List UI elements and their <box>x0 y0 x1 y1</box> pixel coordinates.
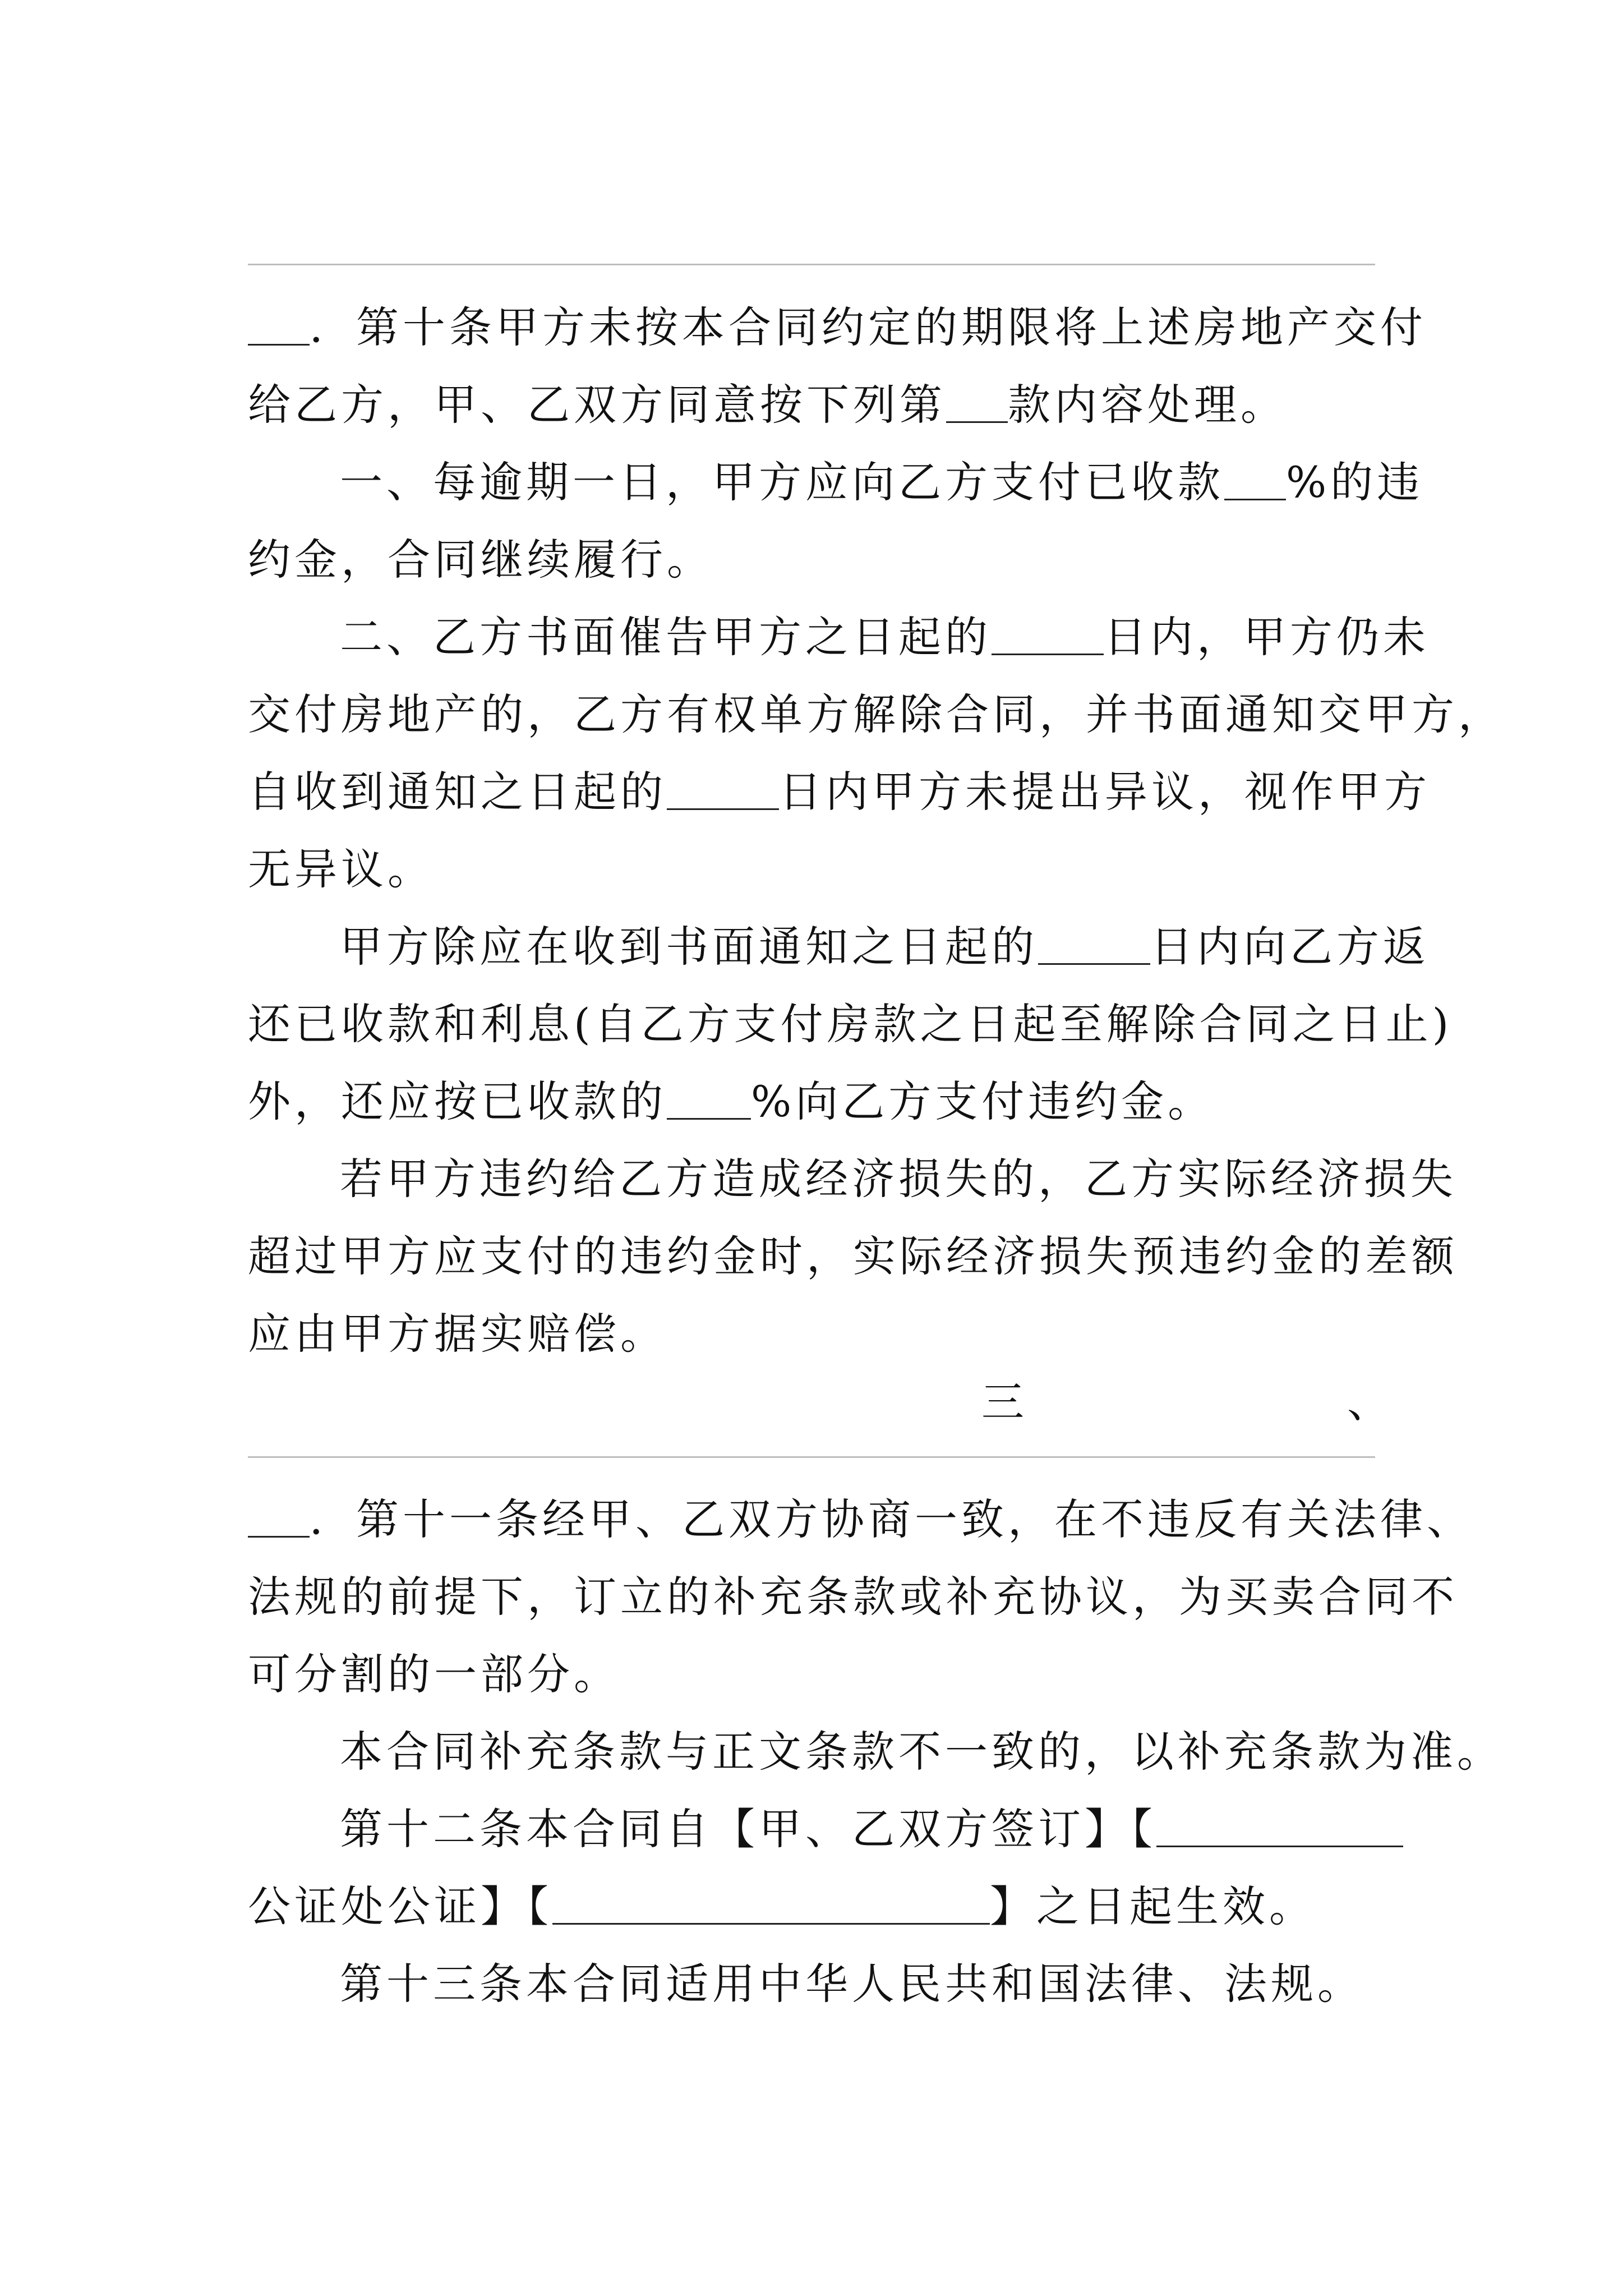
article-10-item-1: 一、每逾期一日，甲方应向乙方支付已收款 %的违 <box>340 457 1424 507</box>
article-10-refund-cont-2: 外，还应按已收款的 %向乙方支付违约金。 <box>248 1076 1215 1126</box>
blank-field[interactable] <box>552 1880 990 1925</box>
ordinal-char: 三 <box>981 1377 1024 1427</box>
article-11-13 <box>248 1481 1504 2023</box>
article-11-line-1: ．第十一条经甲、乙双方协商一致，在不违反有关法律、 <box>248 1481 1392 1558</box>
blank-field[interactable] <box>1224 456 1286 500</box>
article-10-line-1: ．第十条甲方未按本合同约定的期限将上述房地产交付 <box>248 289 1392 366</box>
article-12-line-2: 公证处公证】【 】之日起生效。 <box>248 1881 1316 1931</box>
section-divider-bottom <box>248 1456 1375 1458</box>
article-11-supplement: 本合同补充条款与正文条款不一致的，以补充条款为准。 <box>340 1727 1504 1777</box>
article-10 <box>248 289 1505 1373</box>
blank-field[interactable] <box>992 611 1104 655</box>
blank-field[interactable] <box>1038 921 1150 965</box>
article-10-item-2: 二、乙方书面催告甲方之日起的 日内，甲方仍未 <box>340 612 1430 662</box>
blank-field[interactable] <box>248 1493 310 1538</box>
article-11-line-3: 可分割的一部分。 <box>248 1649 620 1699</box>
blank-field[interactable] <box>667 766 779 810</box>
article-10-refund-cont: 还已收款和利息(自乙方支付房款之日起至解除合同之日止) <box>248 999 1453 1049</box>
article-10-line-2: 给乙方，甲、乙双方同意按下列第 款内容处理。 <box>248 380 1287 430</box>
article-11-line-2: 法规的前提下，订立的补充条款或补充协议，为买卖合同不 <box>248 1572 1458 1622</box>
ordinal-mark: 、 <box>1347 1377 1390 1427</box>
blank-field[interactable] <box>248 301 310 346</box>
article-10-item-1-cont: 约金，合同继续履行。 <box>248 535 713 585</box>
article-10-item-2-cont-2: 自收到通知之日起的 日内甲方未提出异议，视作甲方 <box>248 767 1431 817</box>
article-10-item-2-cont: 交付房地产的，乙方有权单方解除合同，并书面通知交甲方， <box>248 689 1505 739</box>
blank-field[interactable] <box>1156 1803 1403 1847</box>
article-10-loss-cont: 超过甲方应支付的违约金时，实际经济损失预违约金的差额 <box>248 1231 1458 1281</box>
article-10-item-2-cont-3: 无异议。 <box>248 844 434 894</box>
article-10-refund: 甲方除应在收到书面通知之日起的 日内向乙方返 <box>340 922 1430 972</box>
article-12-line-1: 第十二条本合同自【甲、乙双方签订】【 <box>248 1791 1392 1868</box>
article-10-loss: 若甲方违约给乙方造成经济损失的，乙方实际经济损失 <box>340 1154 1457 1204</box>
section-divider-top <box>248 264 1375 265</box>
article-13-line-1: 第十三条本合同适用中华人民共和国法律、法规。 <box>340 1959 1364 2009</box>
blank-field[interactable] <box>946 379 1008 423</box>
blank-field[interactable] <box>667 1075 751 1120</box>
article-10-loss-cont-2: 应由甲方据实赔偿。 <box>248 1309 667 1359</box>
